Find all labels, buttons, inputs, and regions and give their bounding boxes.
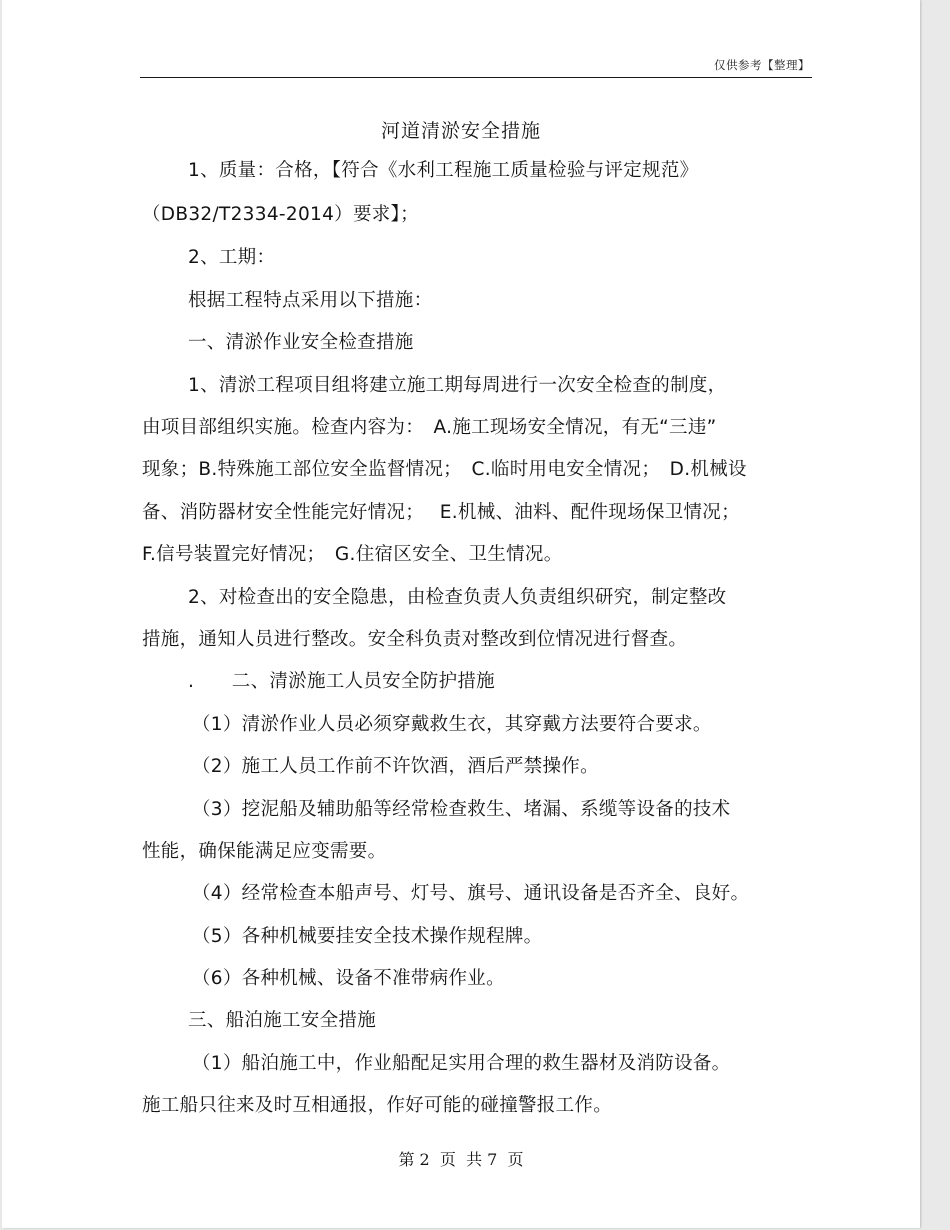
paragraph-line: 根据工程特点采用以下措施： <box>188 290 433 311</box>
list-item: （1）清淤作业人员必须穿戴救生衣，其穿戴方法要符合要求。 <box>192 714 712 735</box>
paragraph-line: F.信号装置完好情况； G.住宿区安全、卫生情况。 <box>142 544 563 565</box>
header-rule <box>140 77 812 78</box>
list-item: （6）各种机械、设备不准带病作业。 <box>192 968 505 989</box>
section-heading: . 二、清淤施工人员安全防护措施 <box>188 671 495 692</box>
list-item: （4）经常检查本船声号、灯号、旗号、通讯设备是否齐全、良好。 <box>192 883 750 904</box>
paragraph-line: 由项目部组织实施。检查内容为： A.施工现场安全情况，有无“三违” <box>142 417 717 438</box>
list-item: （5）各种机械要挂安全技术操作规程牌。 <box>192 926 543 947</box>
list-item: （3）挖泥船及辅助船等经常检查救生、堵漏、系缆等设备的技术 <box>192 799 731 820</box>
paragraph-line: 2、工期： <box>188 247 276 268</box>
paragraph-line: 现象；B.特殊施工部位安全监督情况； C.临时用电安全情况； D.机械设 <box>142 459 747 480</box>
paragraph-line: 2、对检查出的安全隐患，由检查负责人负责组织研究，制定整改 <box>188 587 727 608</box>
list-item-continuation: 施工船只往来及时互相通报，作好可能的碰撞警报工作。 <box>142 1095 613 1116</box>
paragraph-line: 1、清淤工程项目组将建立施工期每周进行一次安全检查的制度， <box>188 375 727 396</box>
paragraph-line: （DB32/T2334-2014）要求】； <box>142 204 419 225</box>
document-title: 河道清淤安全措施 <box>380 120 541 142</box>
paragraph-line: 措施，通知人员进行整改。安全科负责对整改到位情况进行督查。 <box>142 629 688 650</box>
page-number: 第 2 页 共 7 页 <box>398 1150 524 1169</box>
list-item-continuation: 性能，确保能满足应变需要。 <box>142 841 387 862</box>
section-heading: 三、船泊施工安全措施 <box>188 1010 377 1031</box>
document-page <box>2 0 920 1228</box>
paragraph-line: 1、质量：合格，【符合《水利工程施工质量检验与评定规范》 <box>188 160 699 181</box>
section-heading: 一、清淤作业安全检查措施 <box>188 332 414 353</box>
list-item: （2）施工人员工作前不许饮酒，酒后严禁操作。 <box>192 756 599 777</box>
header-note: 仅供参考【整理】 <box>714 58 810 72</box>
paragraph-line: 备、消防器材安全性能完好情况； E.机械、油料、配件现场保卫情况； <box>142 502 740 523</box>
list-item: （1）船泊施工中，作业船配足实用合理的救生器材及消防设备。 <box>192 1053 731 1074</box>
